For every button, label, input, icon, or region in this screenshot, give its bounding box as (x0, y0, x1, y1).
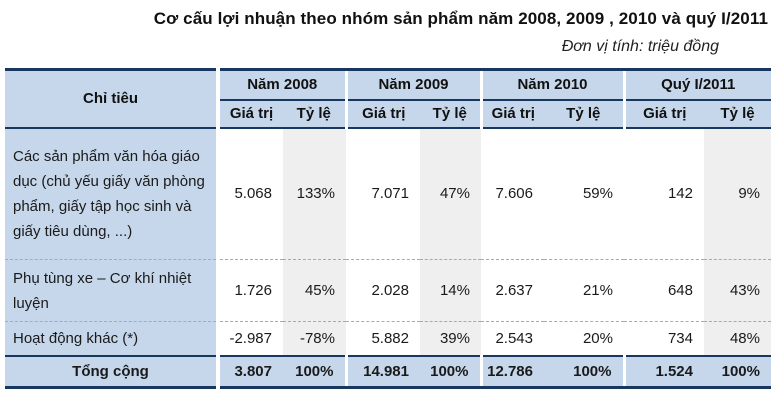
cell-ratio-2008: 45% (283, 260, 346, 322)
column-header-year-2009: Năm 2009 (346, 70, 481, 100)
cell-value-2009: 2.028 (346, 260, 420, 322)
cell-total-ratio-2010: 100% (544, 356, 624, 387)
sub-header-ratio-q1-2011: Tỷ lệ (704, 100, 771, 128)
cell-ratio-2010: 21% (544, 260, 624, 322)
cell-ratio-q1-2011: 48% (704, 322, 771, 357)
table-row-other-activities (5, 322, 771, 357)
cell-value-2008: -2.987 (218, 322, 283, 357)
profit-structure-table (5, 68, 771, 389)
cell-total-value-q1-2011: 1.524 (624, 356, 704, 387)
sub-header-value-2010: Giá trị (481, 100, 544, 128)
cell-ratio-q1-2011: 9% (704, 128, 771, 260)
cell-value-2009: 5.882 (346, 322, 420, 357)
cell-value-2009: 7.071 (346, 128, 420, 260)
cell-value-2010: 2.637 (481, 260, 544, 322)
cell-ratio-2009: 14% (420, 260, 481, 322)
sub-header-ratio-2010: Tỷ lệ (544, 100, 624, 128)
cell-value-2010: 7.606 (481, 128, 544, 260)
table-row-total (5, 356, 771, 387)
column-header-q1-2011: Quý I/2011 (624, 70, 771, 100)
report-title: Cơ cấu lợi nhuận theo nhóm sản phẩm năm 2008, 2009 , 2010 và quý I/2011 (153, 9, 768, 28)
column-header-year-2010: Năm 2010 (481, 70, 624, 100)
table-row-vehicle-parts (5, 260, 771, 322)
row-label: Các sản phẩm văn hóa giáo dục (chủ yếu giấy văn phòng phẩm, giấy tập học sinh và giấy tiêu dùng, ...) (5, 128, 218, 260)
cell-total-ratio-2009: 100% (420, 356, 481, 387)
cell-value-2008: 5.068 (218, 128, 283, 260)
cell-ratio-2008: -78% (283, 322, 346, 357)
cell-value-q1-2011: 734 (624, 322, 704, 357)
total-label: Tổng cộng (5, 356, 218, 387)
cell-ratio-2008: 133% (283, 128, 346, 260)
cell-ratio-2010: 20% (544, 322, 624, 357)
cell-value-q1-2011: 142 (624, 128, 704, 260)
sub-header-value-2008: Giá trị (218, 100, 283, 128)
cell-ratio-2009: 47% (420, 128, 481, 260)
cell-value-q1-2011: 648 (624, 260, 704, 322)
cell-ratio-2010: 59% (544, 128, 624, 260)
unit-note: Đơn vị tính: triệu đồng (561, 38, 719, 55)
table-row-culture-education-products (5, 128, 771, 260)
cell-total-value-2009: 14.981 (346, 356, 420, 387)
cell-ratio-q1-2011: 43% (704, 260, 771, 322)
cell-total-ratio-q1-2011: 100% (704, 356, 771, 387)
cell-value-2010: 2.543 (481, 322, 544, 357)
period-header-row (5, 70, 771, 100)
column-header-year-2008: Năm 2008 (218, 70, 346, 100)
sub-header-value-2009: Giá trị (346, 100, 420, 128)
sub-header-ratio-2008: Tỷ lệ (283, 100, 346, 128)
row-label: Hoạt động khác (*) (5, 322, 218, 357)
row-label: Phụ tùng xe – Cơ khí nhiệt luyện (5, 260, 218, 322)
cell-total-value-2008: 3.807 (218, 356, 283, 387)
cell-ratio-2009: 39% (420, 322, 481, 357)
sub-header-value-q1-2011: Giá trị (624, 100, 704, 128)
cell-value-2008: 1.726 (218, 260, 283, 322)
sub-header-ratio-2009: Tỷ lệ (420, 100, 481, 128)
cell-total-value-2010: 12.786 (481, 356, 544, 387)
cell-total-ratio-2008: 100% (283, 356, 346, 387)
column-header-criteria: Chỉ tiêu (5, 70, 218, 128)
